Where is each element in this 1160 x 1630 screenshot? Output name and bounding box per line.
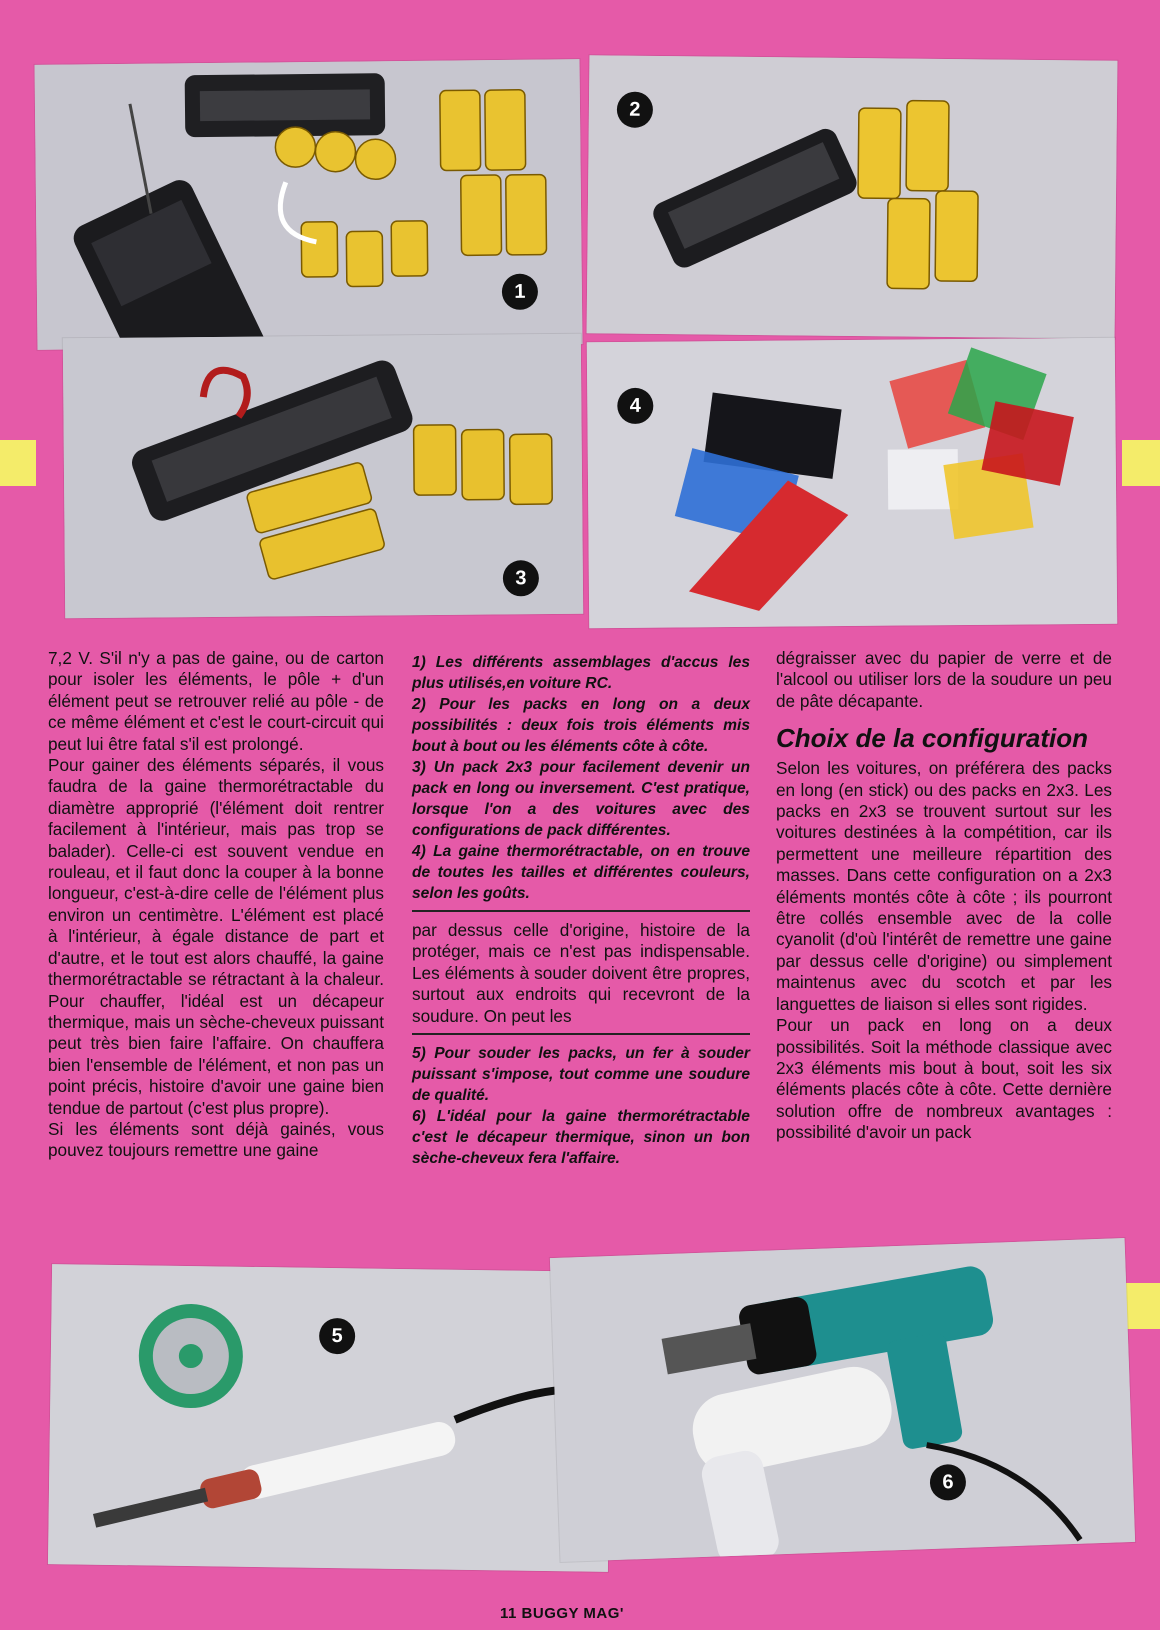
body-paragraph: Pour gainer des éléments séparés, il vous faudra de la gaine thermorétractable du diamètre approprié (l'élément doit rentrer facilement à l'intérieur, mais pas trop se balader). Celle-ci est souvent vendue en rouleau, et il faut donc la couper à la bonne longueur, c'est-à-dire celle de l'élément plus environ un centimètre. L'élément est placé à l'intérieur, à égale distance de part et d'autre, et le tout est alors chauffé, la gaine thermorétractable se rétractant à la chaleur. Pour chauffer, l'idéal est un décapeur thermique, mais un sèche-cheveux puissant peut très bien faire l'affaire. On chauffera bien l'ensemble de l'élément, et non pas un point précis, histoire d'avoir une gaine bien tendue de partout (c'est plus propre). — [48, 755, 384, 1118]
photo-6-illustration — [550, 1238, 1135, 1562]
caption-divider — [412, 910, 750, 912]
body-paragraph: dégraisser avec du papier de verre et de l'alcool ou utiliser lors de la soudure un peu de pâte décapante. — [776, 648, 1112, 711]
body-column-2 — [412, 652, 750, 1169]
photo-2 — [587, 55, 1118, 339]
page-folio: 11 BUGGY MAG' — [500, 1605, 624, 1622]
photo-1 — [35, 59, 583, 350]
photo-2-illustration — [587, 55, 1118, 339]
photo-5-illustration — [48, 1264, 612, 1572]
body-column-1 — [48, 648, 384, 1162]
body-paragraph: Selon les voitures, on préférera des packs en long (en stick) ou des packs en 2x3. Les packs en 2x3 se trouvent surtout sur les voitures destinées à la compétition, car ils permettent une meilleure répartition des masses. Dans cette configuration on a 2x3 éléments montés côte à côte ; ils pourront être collés ensemble avec de la colle cyanolit (d'où l'intérêt de remettre une gaine par dessus celle d'origine) ou simplement maintenus avec du scotch et par les languettes de liaison si elles sont rigides. — [776, 758, 1112, 1014]
body-paragraph: Si les éléments sont déjà gainés, vous pouvez toujours remettre une gaine — [48, 1118, 384, 1161]
photo-number-badge: 2 — [617, 92, 653, 128]
caption: 4) La gaine thermorétractable, on en trouve de toutes les tailles et différentes couleurs, selon les goûts. — [412, 843, 750, 902]
body-paragraph: Pour un pack en long on a deux possibilités. Soit la méthode classique avec 2x3 éléments mis bout à bout, soit les six éléments placés côte à côte. Cette dernière solution offre de nombreux avantages : possibilité d'avoir un pack — [776, 1015, 1112, 1143]
caption: 1) Les différents assemblages d'accus les plus utilisés,en voiture RC. — [412, 654, 750, 692]
body-paragraph: par dessus celle d'origine, histoire de la protéger, mais ce n'est pas indispensable. Les éléments à souder doivent être propres, surtout aux endroits qui recevront de la soudure. On peut les — [412, 920, 750, 1026]
caption: 2) Pour les packs en long on a deux possibilités : deux fois trois éléments mis bout à bout ou les éléments côte à côte. — [412, 696, 750, 755]
body-column-3 — [776, 648, 1112, 1144]
photo-1-illustration — [35, 59, 583, 350]
photo-number-badge: 5 — [319, 1318, 355, 1354]
photo-captions-1-4 — [412, 652, 750, 904]
right-margin-stripe — [1122, 1283, 1160, 1329]
caption: 6) L'idéal pour la gaine thermorétractable c'est le décapeur thermique, sinon un bon sèche-cheveux fera l'affaire. — [412, 1108, 750, 1168]
caption: 3) Un pack 2x3 pour facilement devenir un pack en long ou inversement. C'est pratique, lorsque l'on a des voitures avec des configurations de pack différentes. — [412, 759, 750, 839]
photo-number-badge: 6 — [929, 1464, 966, 1501]
body-paragraph: 7,2 V. S'il n'y a pas de gaine, ou de carton pour isoler les éléments, le pôle + d'un élément peut se retrouver relié au pôle - de ce même élément et c'est le court-circuit qui peut lui être fatal s'il est prolongé. — [48, 648, 384, 754]
photo-captions-5-6 — [412, 1043, 750, 1169]
caption-divider — [412, 1033, 750, 1035]
photo-5 — [48, 1264, 612, 1572]
photo-number-badge: 3 — [503, 560, 539, 596]
caption: 5) Pour souder les packs, un fer à souder puissant s'impose, tout comme une soudure de qualité. — [412, 1045, 750, 1105]
photo-4 — [587, 338, 1117, 629]
photo-3 — [63, 334, 583, 619]
photo-6 — [550, 1238, 1135, 1562]
photo-4-illustration — [587, 338, 1117, 629]
section-heading: Choix de la configuration — [776, 723, 1089, 754]
photo-number-badge: 1 — [502, 274, 538, 310]
photo-number-badge: 4 — [617, 388, 653, 424]
left-margin-stripe — [0, 440, 36, 486]
right-margin-stripe — [1122, 440, 1160, 486]
